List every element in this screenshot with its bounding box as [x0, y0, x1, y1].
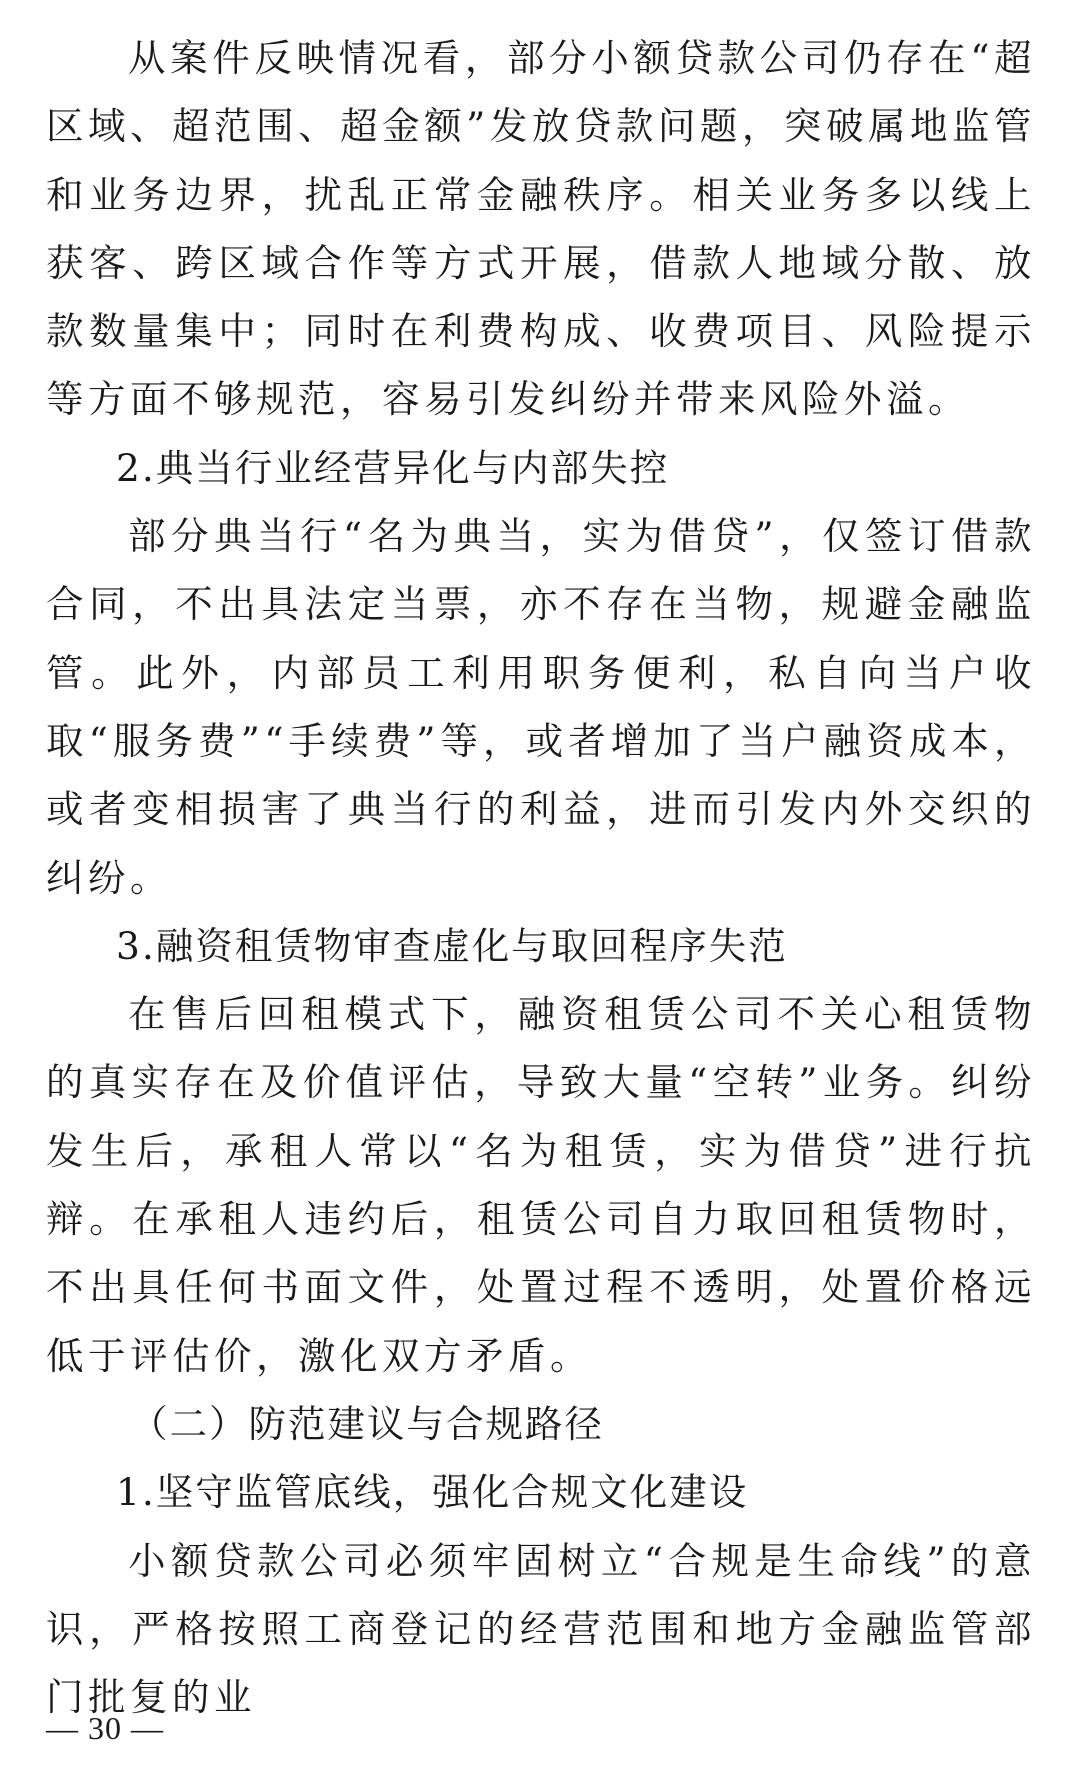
page-number: — 30 —: [46, 1710, 164, 1746]
body-paragraph: 小额贷款公司必须牢固树立“合规是生命线”的意识，严格按照工商登记的经营范围和地方金融监管部门批复的业: [46, 1538, 1036, 1720]
body-paragraph: 在售后回租模式下，融资租赁公司不关心租赁物的真实存在及价值评估，导致大量“空转”业务。纠纷发生后，承租人常以“名为租赁，实为借贷”进行抗辩。在承租人违约后，租赁公司自力取回租赁物时，不出具任何书面文件，处置过程不透明，处置价格远低于评估价，激化双方矛盾。: [46, 992, 1036, 1378]
subsection-heading: 3.融资租赁物审查虚化与取回程序失范: [116, 923, 788, 968]
subsection-heading: 2.典当行业经营异化与内部失控: [116, 445, 670, 490]
body-paragraph: 部分典当行“名为典当，实为借贷”，仅签订借款合同，不出具法定当票，亦不存在当物，规避金融监管。此外，内部员工利用职务便利，私自向当户收取“服务费”“手续费”等，或者增加了当户融资成本，或者变相损害了典当行的利益，进而引发内外交织的纠纷。: [46, 514, 1036, 900]
section-heading: （二）防范建议与合规路径: [130, 1401, 604, 1446]
document-body: [46, 24, 1036, 1731]
subsection-heading: 1.坚守监管底线，强化合规文化建设: [116, 1470, 749, 1515]
body-paragraph: 从案件反映情况看，部分小额贷款公司仍存在“超区域、超范围、超金额”发放贷款问题，突破属地监管和业务边界，扰乱正常金融秩序。相关业务多以线上获客、跨区域合作等方式开展，借款人地域分散、放款数量集中；同时在利费构成、收费项目、风险提示等方面不够规范，容易引发纠纷并带来风险外溢。: [46, 36, 1036, 422]
